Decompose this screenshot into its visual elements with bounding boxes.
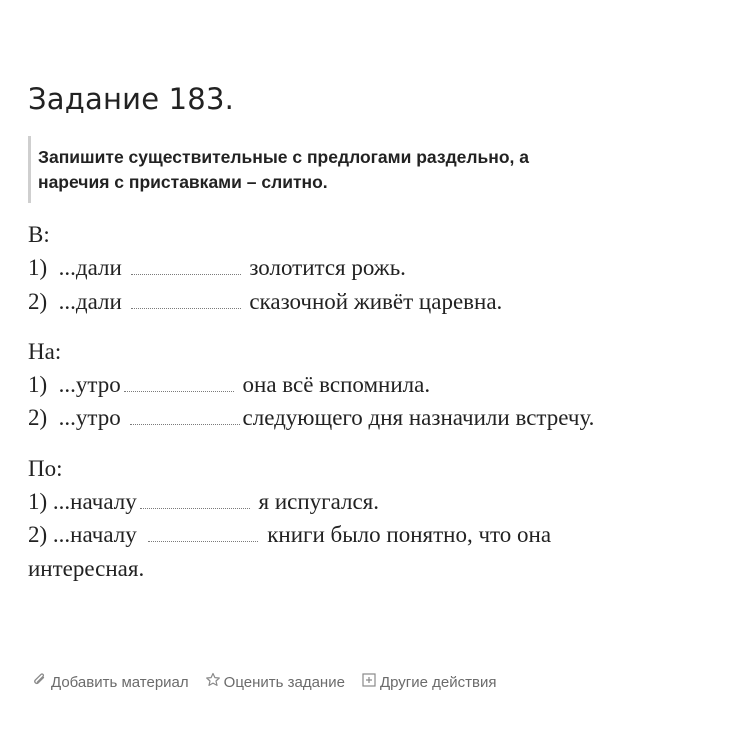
plus-square-icon — [361, 672, 377, 692]
exercise-line — [28, 285, 668, 318]
exercise-line — [28, 518, 668, 585]
answer-blank — [131, 274, 241, 275]
item-prefix: ...дали — [58, 288, 122, 314]
other-actions-button[interactable] — [361, 672, 497, 692]
item-prefix: ...дали — [58, 255, 122, 281]
rate-task-button[interactable] — [205, 672, 345, 692]
rate-task-label: Оценить задание — [223, 673, 345, 691]
exercise-line — [28, 485, 668, 518]
answer-blank — [148, 541, 258, 542]
exercise-line — [28, 251, 668, 284]
section-po — [28, 452, 668, 585]
item-prefix: ...утро — [58, 405, 121, 431]
exercise-line — [28, 368, 668, 401]
answer-blank — [131, 308, 241, 309]
item-suffix: сказочной живёт царевна. — [249, 288, 503, 314]
item-number: 1) — [28, 372, 48, 398]
other-actions-label: Другие действия — [379, 673, 497, 691]
section-heading: На: — [28, 338, 62, 364]
item-suffix: следующего дня назначили встречу. — [242, 405, 595, 431]
answer-blank — [130, 424, 240, 425]
item-suffix: золотится рожь. — [249, 255, 406, 281]
item-number: 2) — [28, 522, 48, 548]
item-number: 2) — [28, 405, 48, 431]
answer-blank — [140, 508, 250, 509]
add-material-label: Добавить материал — [51, 673, 189, 691]
task-actions — [32, 672, 496, 692]
section-heading: В: — [28, 222, 50, 247]
item-number: 2) — [28, 288, 48, 314]
section-na — [28, 335, 668, 435]
star-icon — [205, 672, 221, 692]
item-number: 1) — [28, 255, 48, 281]
item-prefix: ...утро — [58, 372, 121, 398]
section-heading: По: — [28, 455, 63, 481]
task-content — [28, 218, 668, 602]
item-prefix: ...началу — [52, 489, 137, 515]
item-number: 1) — [28, 489, 48, 515]
add-material-button[interactable] — [32, 672, 189, 692]
paperclip-icon — [32, 672, 48, 692]
item-suffix: я испугался. — [258, 489, 379, 515]
item-suffix: книги было понятно, что она интересная. — [28, 522, 552, 581]
exercise-line — [28, 401, 668, 434]
section-v — [28, 218, 668, 318]
task-instruction: Запишите существительные с предлогами раздельно, а наречия с приставками – слитно. — [28, 136, 598, 203]
item-suffix: она всё вспомнила. — [242, 372, 431, 398]
task-title: Задание 183. — [28, 82, 235, 116]
item-prefix: ...началу — [52, 522, 137, 548]
answer-blank — [124, 391, 234, 392]
